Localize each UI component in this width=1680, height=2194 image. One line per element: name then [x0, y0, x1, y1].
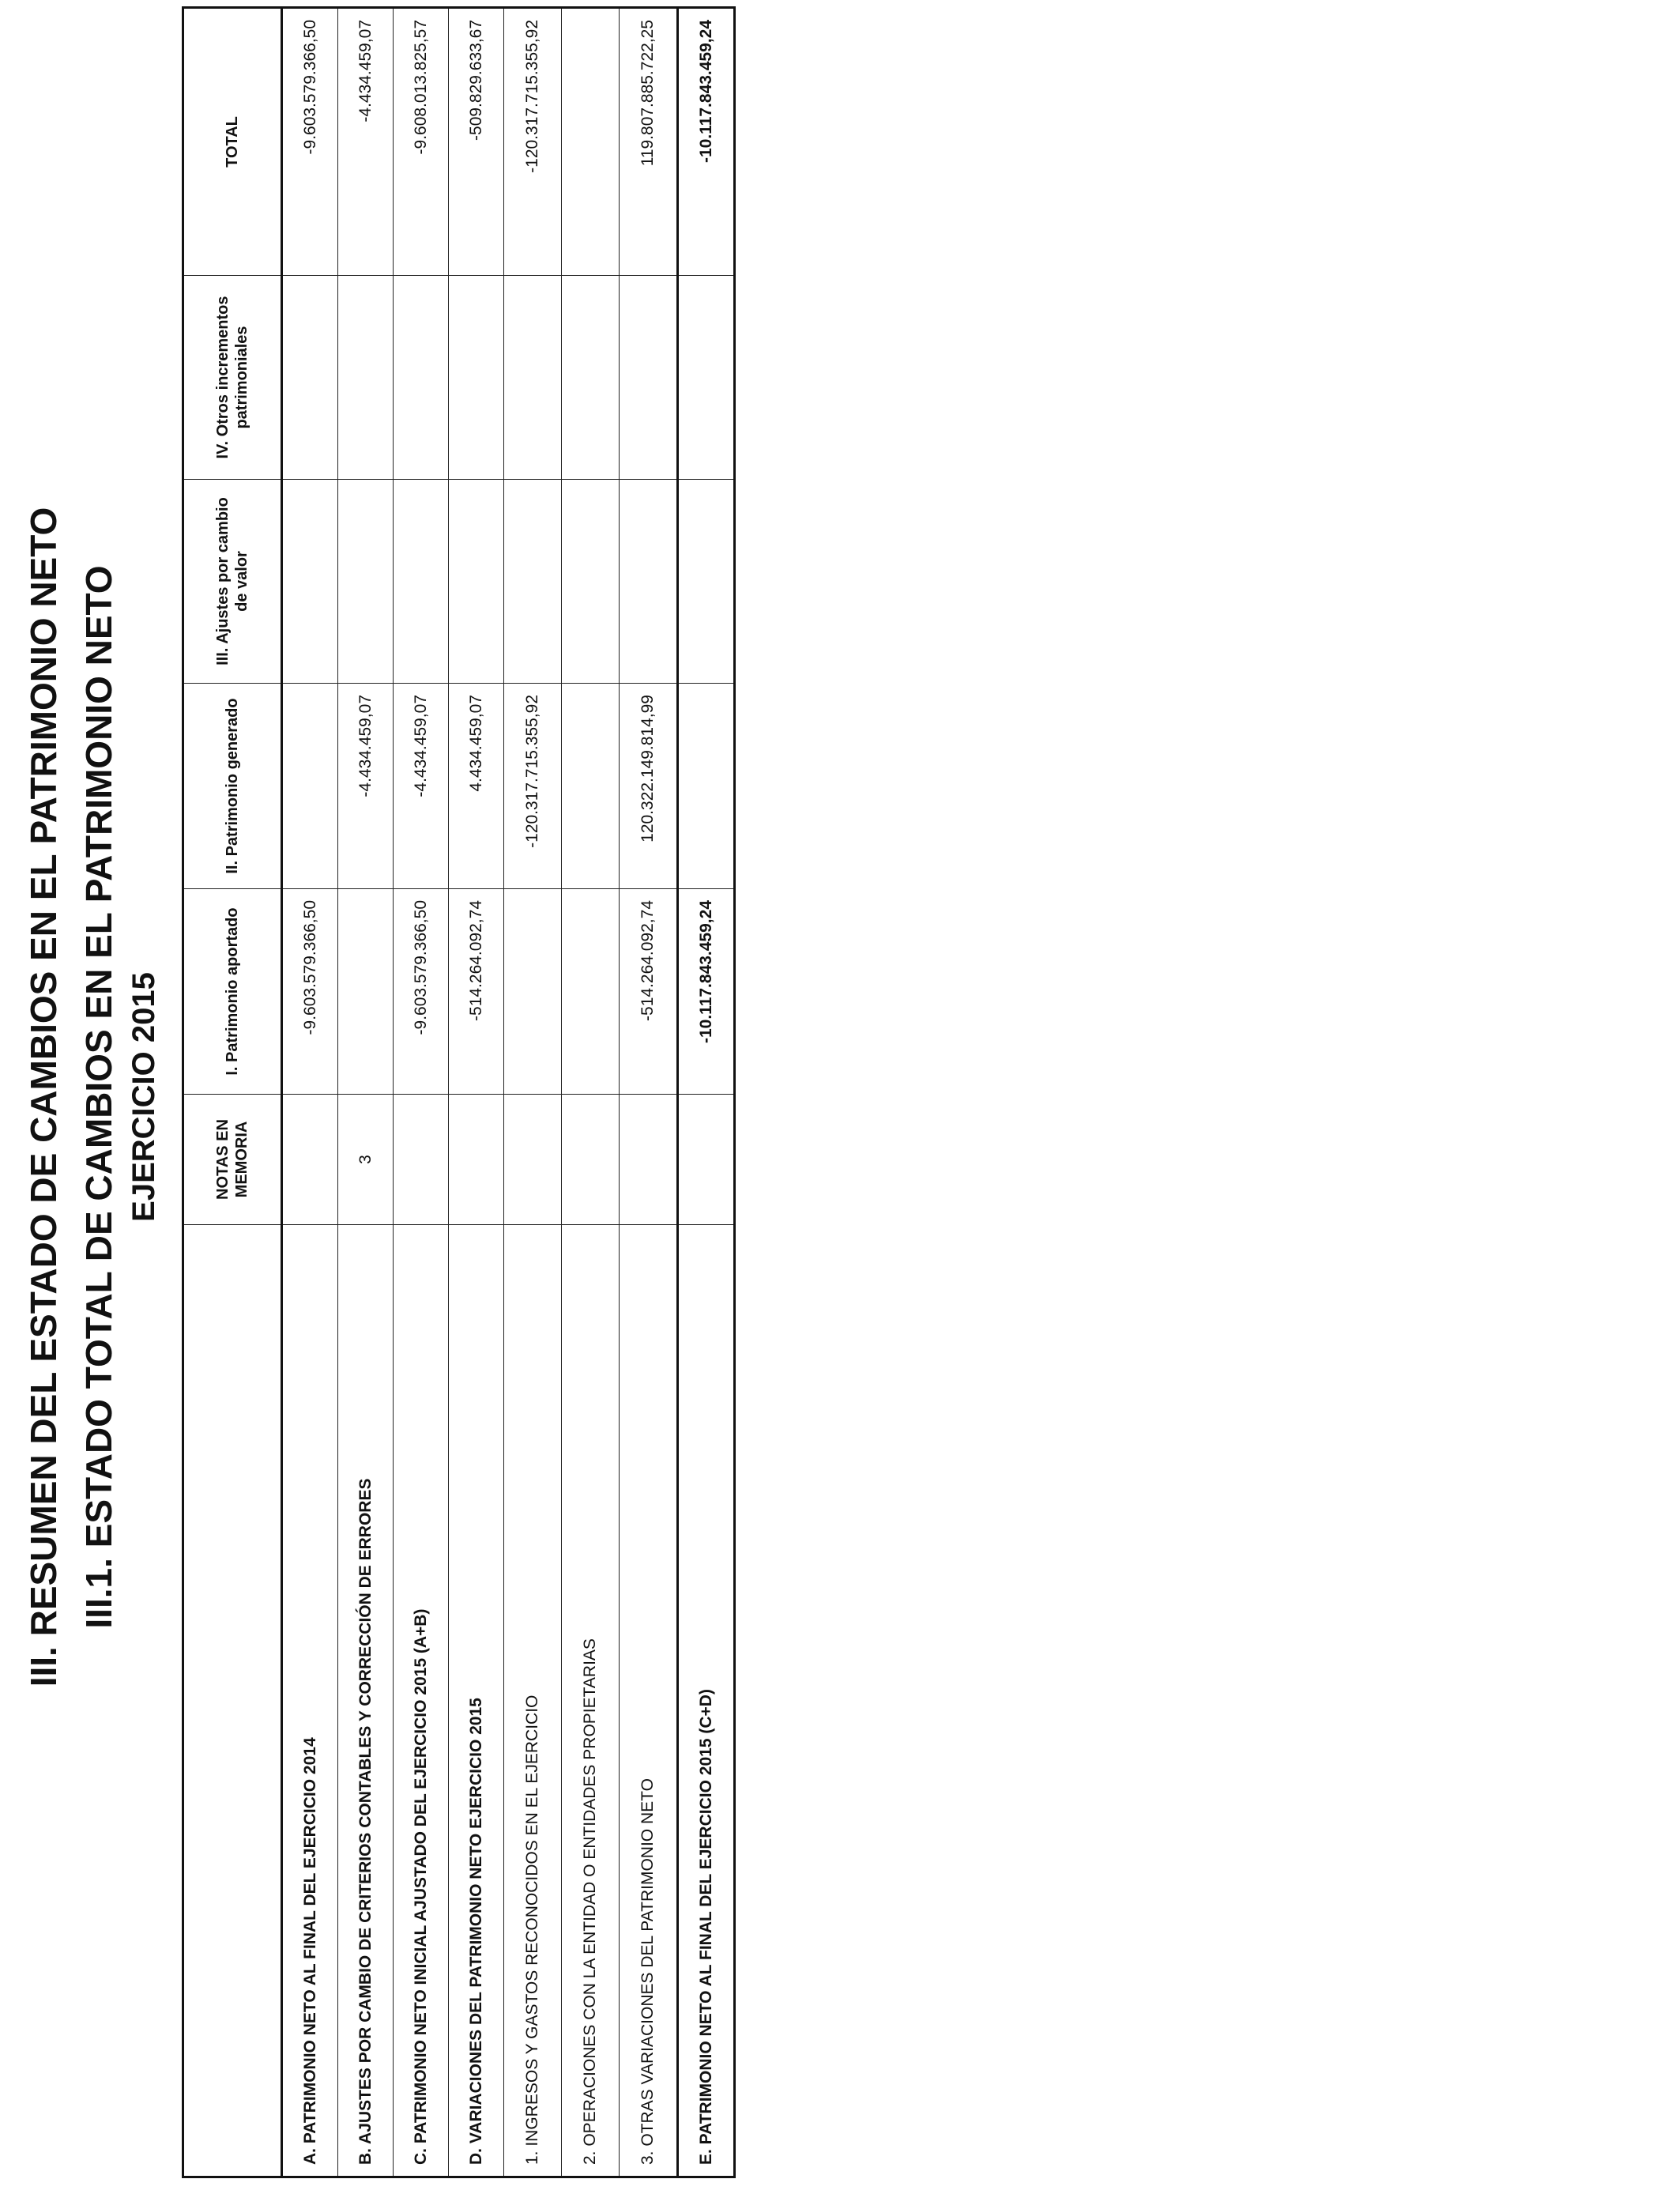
row-col2: [562, 684, 620, 889]
row-col4: [678, 276, 735, 480]
row-col3: [282, 480, 338, 684]
row-concept: 2. OPERACIONES CON LA ENTIDAD O ENTIDADES PROPIETARIAS: [562, 1225, 620, 2177]
row-col2: -4.434.459,07: [338, 684, 394, 889]
row-col4: [394, 276, 449, 480]
row-col1: -9.603.579.366,50: [394, 889, 449, 1095]
table-row: [562, 8, 620, 2177]
row-total: -120.317.715.355,92: [504, 8, 562, 276]
row-concept: B. AJUSTES POR CAMBIO DE CRITERIOS CONTABLES Y CORRECCIÓN DE ERRORES: [338, 1225, 394, 2177]
table-row: [449, 8, 504, 2177]
row-col3: [394, 480, 449, 684]
row-col4: [338, 276, 394, 480]
row-col1: -514.264.092,74: [449, 889, 504, 1095]
row-total: 119.807.885.722,25: [620, 8, 678, 276]
row-col1: [562, 889, 620, 1095]
row-col3: [620, 480, 678, 684]
header-concept: [183, 1225, 282, 2177]
row-total: -509.829.633,67: [449, 8, 504, 276]
row-col3: [678, 480, 735, 684]
row-concept: 3. OTRAS VARIACIONES DEL PATRIMONIO NETO: [620, 1225, 678, 2177]
row-notes: [620, 1095, 678, 1225]
row-col4: [282, 276, 338, 480]
row-col2: -4.434.459,07: [394, 684, 449, 889]
row-total: -9.603.579.366,50: [282, 8, 338, 276]
table-row: [282, 8, 338, 2177]
row-total: [562, 8, 620, 276]
table-row: [620, 8, 678, 2177]
header-patrimonio-generado: II. Patrimonio generado: [183, 684, 282, 889]
row-col3: [449, 480, 504, 684]
row-concept: C. PATRIMONIO NETO INICIAL AJUSTADO DEL EJERCICIO 2015 (A+B): [394, 1225, 449, 2177]
period-title: EJERCICIO 2015: [126, 972, 161, 1222]
row-col2: 4.434.459,07: [449, 684, 504, 889]
row-col4: [504, 276, 562, 480]
header-notes: NOTAS EN MEMORIA: [183, 1095, 282, 1225]
row-total: -9.608.013.825,57: [394, 8, 449, 276]
header-otros-incrementos: IV. Otros incrementos patrimoniales: [183, 276, 282, 480]
sub-title: III.1. ESTADO TOTAL DE CAMBIOS EN EL PATRIMONIO NETO: [78, 565, 119, 1629]
row-col2: 120.322.149.814,99: [620, 684, 678, 889]
patrimony-changes-table: [182, 6, 736, 2178]
row-col1: [504, 889, 562, 1095]
row-col2: -120.317.715.355,92: [504, 684, 562, 889]
row-col2: [282, 684, 338, 889]
row-col3: [562, 480, 620, 684]
row-notes: [678, 1095, 735, 1225]
table-row: [338, 8, 394, 2177]
header-row: [183, 8, 282, 2177]
row-col4: [562, 276, 620, 480]
row-concept: D. VARIACIONES DEL PATRIMONIO NETO EJERCICIO 2015: [449, 1225, 504, 2177]
row-col4: [620, 276, 678, 480]
row-col1: -514.264.092,74: [620, 889, 678, 1095]
row-concept: E. PATRIMONIO NETO AL FINAL DEL EJERCICIO 2015 (C+D): [678, 1225, 735, 2177]
row-notes: [282, 1095, 338, 1225]
row-col2: [678, 684, 735, 889]
main-title: III. RESUMEN DEL ESTADO DE CAMBIOS EN EL PATRIMONIO NETO: [23, 507, 64, 1687]
row-col1: -9.603.579.366,50: [282, 889, 338, 1095]
row-total: -4.434.459,07: [338, 8, 394, 276]
row-notes: [562, 1095, 620, 1225]
row-col3: [338, 480, 394, 684]
row-total: -10.117.843.459,24: [678, 8, 735, 276]
table-row: [504, 8, 562, 2177]
row-notes: [394, 1095, 449, 1225]
row-notes: 3: [338, 1095, 394, 1225]
row-col1: [338, 889, 394, 1095]
row-col4: [449, 276, 504, 480]
header-patrimonio-aportado: I. Patrimonio aportado: [183, 889, 282, 1095]
table-row: [678, 8, 735, 2177]
table-row: [394, 8, 449, 2177]
header-ajustes-cambio-valor: III. Ajustes por cambio de valor: [183, 480, 282, 684]
row-notes: [449, 1095, 504, 1225]
row-notes: [504, 1095, 562, 1225]
header-total: TOTAL: [183, 8, 282, 276]
row-concept: 1. INGRESOS Y GASTOS RECONOCIDOS EN EL EJERCICIO: [504, 1225, 562, 2177]
row-col3: [504, 480, 562, 684]
row-concept: A. PATRIMONIO NETO AL FINAL DEL EJERCICIO 2014: [282, 1225, 338, 2177]
row-col1: -10.117.843.459,24: [678, 889, 735, 1095]
